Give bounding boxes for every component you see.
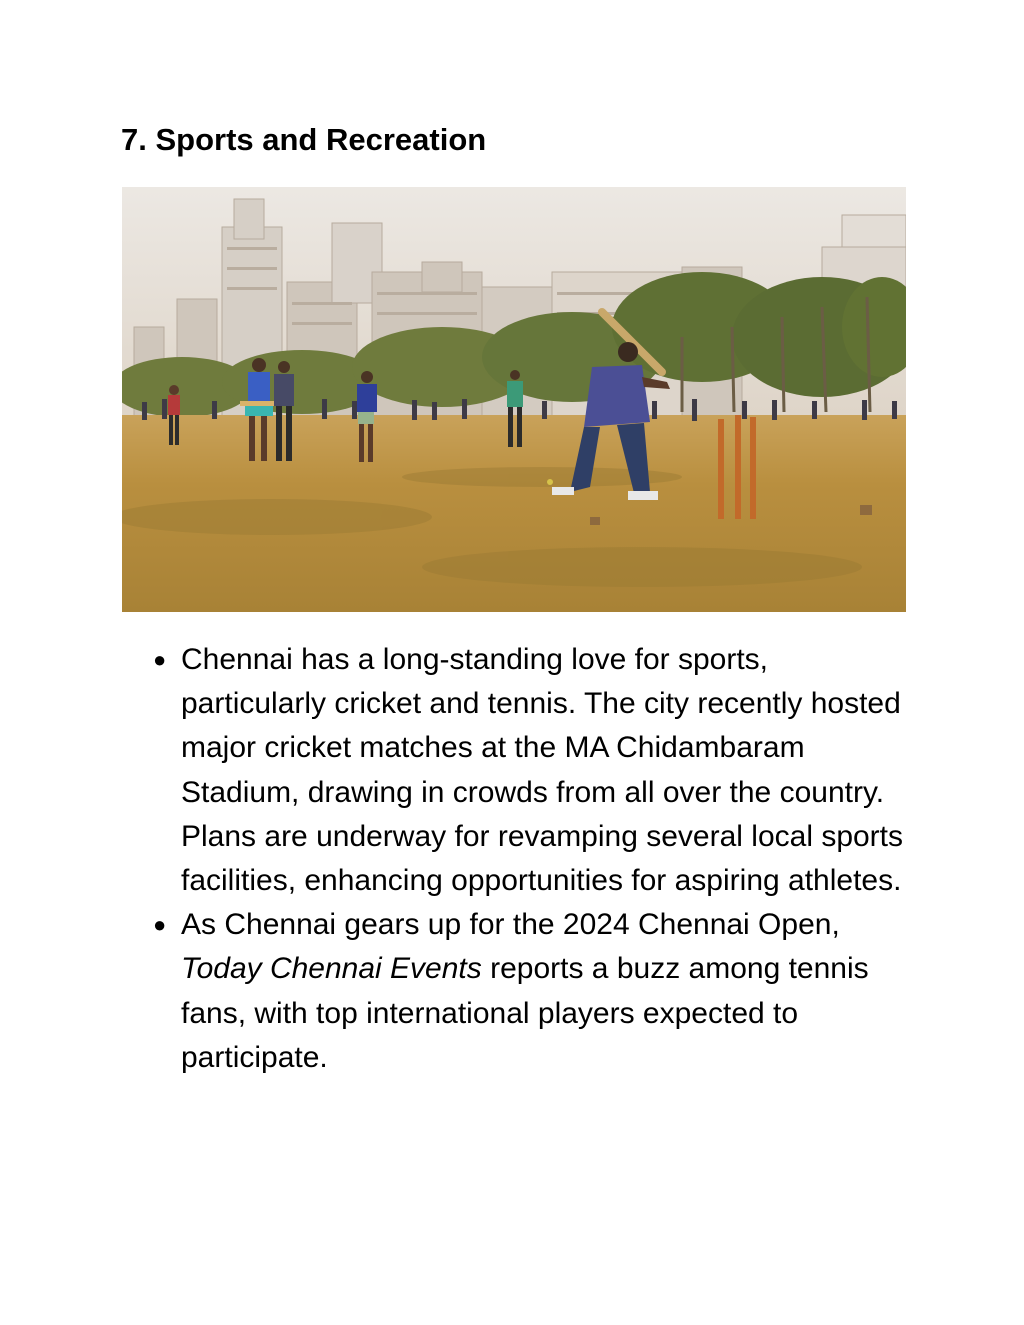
stumps [718,415,756,519]
cricket-photo-illustration [122,187,906,612]
bullet-text-after: reports a buzz among tennis fans, with top international players expected to participate. [181,952,869,1074]
bullet-list [153,638,913,1080]
section-heading: 7. Sports and Recreation [121,122,487,157]
bullet-item-sports-love [153,638,913,903]
bullet-text: Chennai has a long-standing love for sports, particularly cricket and tennis. The city recently hosted major cricket matches at the MA Chidambaram Stadium, drawing in crowds from all over the country. Plans are underway for revamping several local sports facilities, enhancing opportunities for aspiring athletes. [181,643,904,898]
cricket-photo [122,187,906,612]
bullet-marker: ● [153,647,167,672]
bullet-item-chennai-open [153,903,913,1080]
bullet-text-before: As Chennai gears up for the 2024 Chennai Open, [181,908,840,942]
publication-name: Today Chennai Events [181,952,482,986]
bullet-marker: ● [153,912,167,938]
